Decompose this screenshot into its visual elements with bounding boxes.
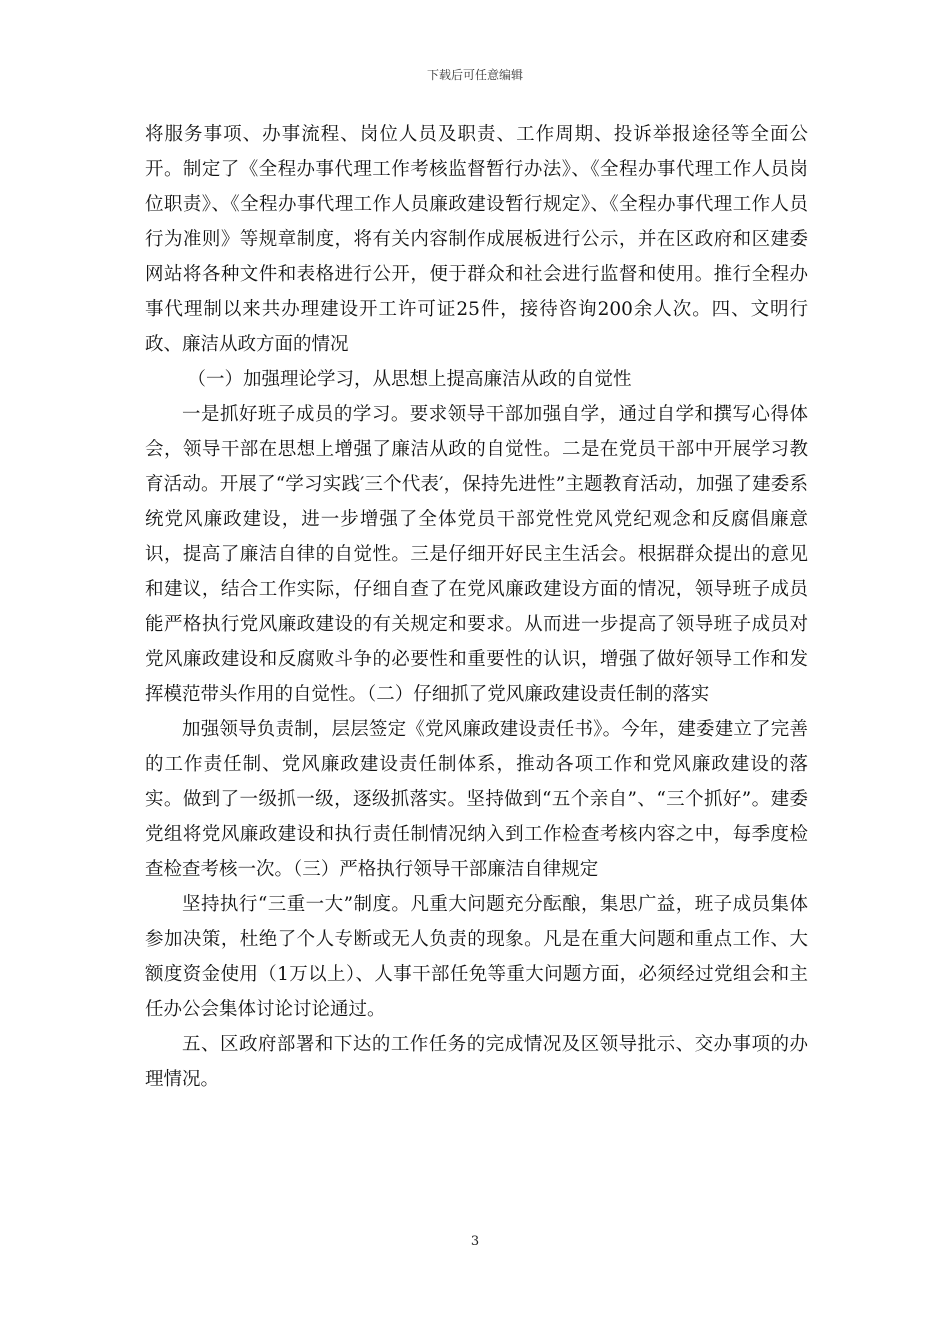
paragraph-section-heading-theory-study: （一）加强理论学习，从思想上提高廉洁从政的自觉性: [187, 369, 632, 390]
paragraph-three-important-one-large: 坚持执行“三重一大”制度。凡重大问题充分酝酿，集思广益，班子成员集体参加决策，杜绝了个人专断或无人负责的现象。凡是在重大问题和重点工作、大额度资金使用（1万以上）、人事干部任免等重大问题方面，必须经过党组会和主任办公会集体讨论讨论通过。: [145, 894, 808, 1020]
document-body: [145, 117, 808, 1097]
paragraph-service-disclosure: 将服务事项、办事流程、岗位人员及职责、工作周期、投诉举报途径等全面公开。制定了《全程办事代理工作考核监督暂行办法》、《全程办事代理工作人员岗位职责》、《全程办事代理工作人员廉政建设暂行规定》、《全程办事代理工作人员行为准则》等规章制度，将有关内容制作成展板进行公示，并在区政府和区建委网站将各种文件和表格进行公开，便于群众和社会进行监督和使用。推行全程办事代理制以来共办理建设开工许可证25件，接待咨询200余人次。四、文明行政、廉洁从政方面的情况: [145, 124, 808, 355]
paragraph-section-five-heading: 五、区政府部署和下达的工作任务的完成情况及区领导批示、交办事项的办理情况。: [145, 1034, 808, 1090]
page-number: 3: [470, 1234, 480, 1249]
page-header: 下载后可任意编辑: [426, 68, 523, 82]
paragraph-responsibility-system: 加强领导负责制，层层签定《党风廉政建设责任书》。今年，建委建立了完善的工作责任制、党风廉政建设责任制体系，推动各项工作和党风廉政建设的落实。做到了一级抓一级，逐级抓落实。坚持做到“五个亲自”、“三个抓好”。建委党组将党风廉政建设和执行责任制情况纳入到工作检查考核内容之中，每季度检查检查考核一次。（三）严格执行领导干部廉洁自律规定: [145, 719, 808, 880]
paragraph-leadership-study: 一是抓好班子成员的学习。要求领导干部加强自学，通过自学和撰写心得体会，领导干部在思想上增强了廉洁从政的自觉性。二是在党员干部中开展学习教育活动。开展了“学习实践′三个代表′，保持先进性”主题教育活动，加强了建委系统党风廉政建设，进一步增强了全体党员干部党性党风党纪观念和反腐倡廉意识，提高了廉洁自律的自觉性。三是仔细开好民主生活会。根据群众提出的意见和建议，结合工作实际，仔细自查了在党风廉政建设方面的情况，领导班子成员能严格执行党风廉政建设的有关规定和要求。从而进一步提高了领导班子成员对党风廉政建设和反腐败斗争的必要性和重要性的认识，增强了做好领导工作和发挥模范带头作用的自觉性。（二）仔细抓了党风廉政建设责任制的落实: [145, 404, 808, 705]
